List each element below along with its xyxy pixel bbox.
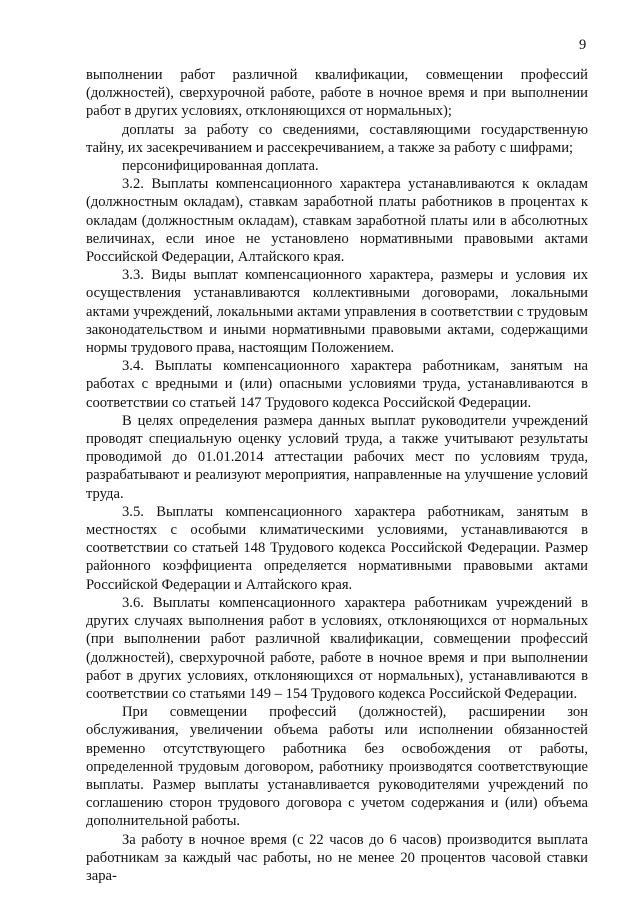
paragraph-night-work: За работу в ночное время (с 22 часов до 6 часов) производится выплата работникам за каждый час работы, но не менее 20 процентов часовой ставки зара-: [86, 831, 588, 884]
paragraph-combining-professions: При совмещении профессий (должностей), расширении зон обслуживания, увеличении объема работы или исполнении обязанностей временно отсутствующего работника без освобождения от работы, определенной трудовым договором, работнику производятся соответствующие выплаты. Размер выплаты устанавливается руководителями учреждений по соглашению сторон трудового договора с учетом содержания и (или) объема дополнительной работы.: [86, 704, 588, 830]
paragraph-3-2: 3.2. Выплаты компенсационного характера устанавливаются к окладам (должностным окладам), ставкам заработной платы работников в процентах к окладам (должностным окладам), ставкам заработной платы или в абсолютных величинах, если иное не установлено нормативными правовыми актами Российской Федерации, Алтайского края.: [86, 176, 588, 266]
paragraph-3-6: 3.6. Выплаты компенсационного характера работникам учреждений в других случаях выполнения работ в условиях, отклоняющихся от нормальных (при выполнении работ различной квалификации, совмещении профессий (должностей), сверхурочной работе, работе в ночное время и при выполнении работ в других условиях, отклоняющихся от нормальных), устанавливаются в соответствии со статьями 149 – 154 Трудового кодекса Российской Федерации.: [86, 594, 588, 702]
paragraph-continuation: выполнении работ различной квалификации, совмещении профессий (должностей), сверхурочной работе, работе в ночное время и при выполнении работ в других условиях, отклоняющихся от нормальных);: [86, 67, 588, 120]
paragraph-3-5: 3.5. Выплаты компенсационного характера работникам, занятым в местностях с особыми климатическими условиями, устанавливаются в соответствии со статьей 148 Трудового кодекса Российской Федерации. Размер районного коэффициента определяется нормативными правовыми актами Российской Федерации и Алтайского края.: [86, 503, 588, 593]
paragraph-3-3: 3.3. Виды выплат компенсационного характера, размеры и условия их осуществления устанавливаются коллективными договорами, локальными актами учреждений, локальными актами управления в соответствии с трудовым законодательством и иными нормативными правовыми актами, содержащими нормы трудового права, настоящим Положением.: [86, 267, 588, 357]
paragraph-working-conditions-assessment: В целях определения размера данных выплат руководители учреждений проводят специальную оценку условий труда, а также учитывают результаты проводимой до 01.01.2014 аттестации рабочих мест по условиям труда, разрабатывают и реализуют мероприятия, направленные на улучшение условий труда.: [86, 412, 588, 502]
document-body: [86, 66, 588, 885]
paragraph-3-4: 3.4. Выплаты компенсационного характера работникам, занятым на работах с вредными и (или) опасными условиями труда, устанавливаются в соответствии со статьей 147 Трудового кодекса Российской Федерации.: [86, 358, 588, 411]
paragraph-personalized-allowance: персонифицированная доплата.: [122, 158, 319, 175]
paragraph-state-secret-allowance: доплаты за работу со сведениями, составляющими государственную тайну, их засекречиванием и рассекречиванием, а также за работу с шифрами;: [86, 121, 588, 156]
page-number: 9: [579, 37, 587, 53]
